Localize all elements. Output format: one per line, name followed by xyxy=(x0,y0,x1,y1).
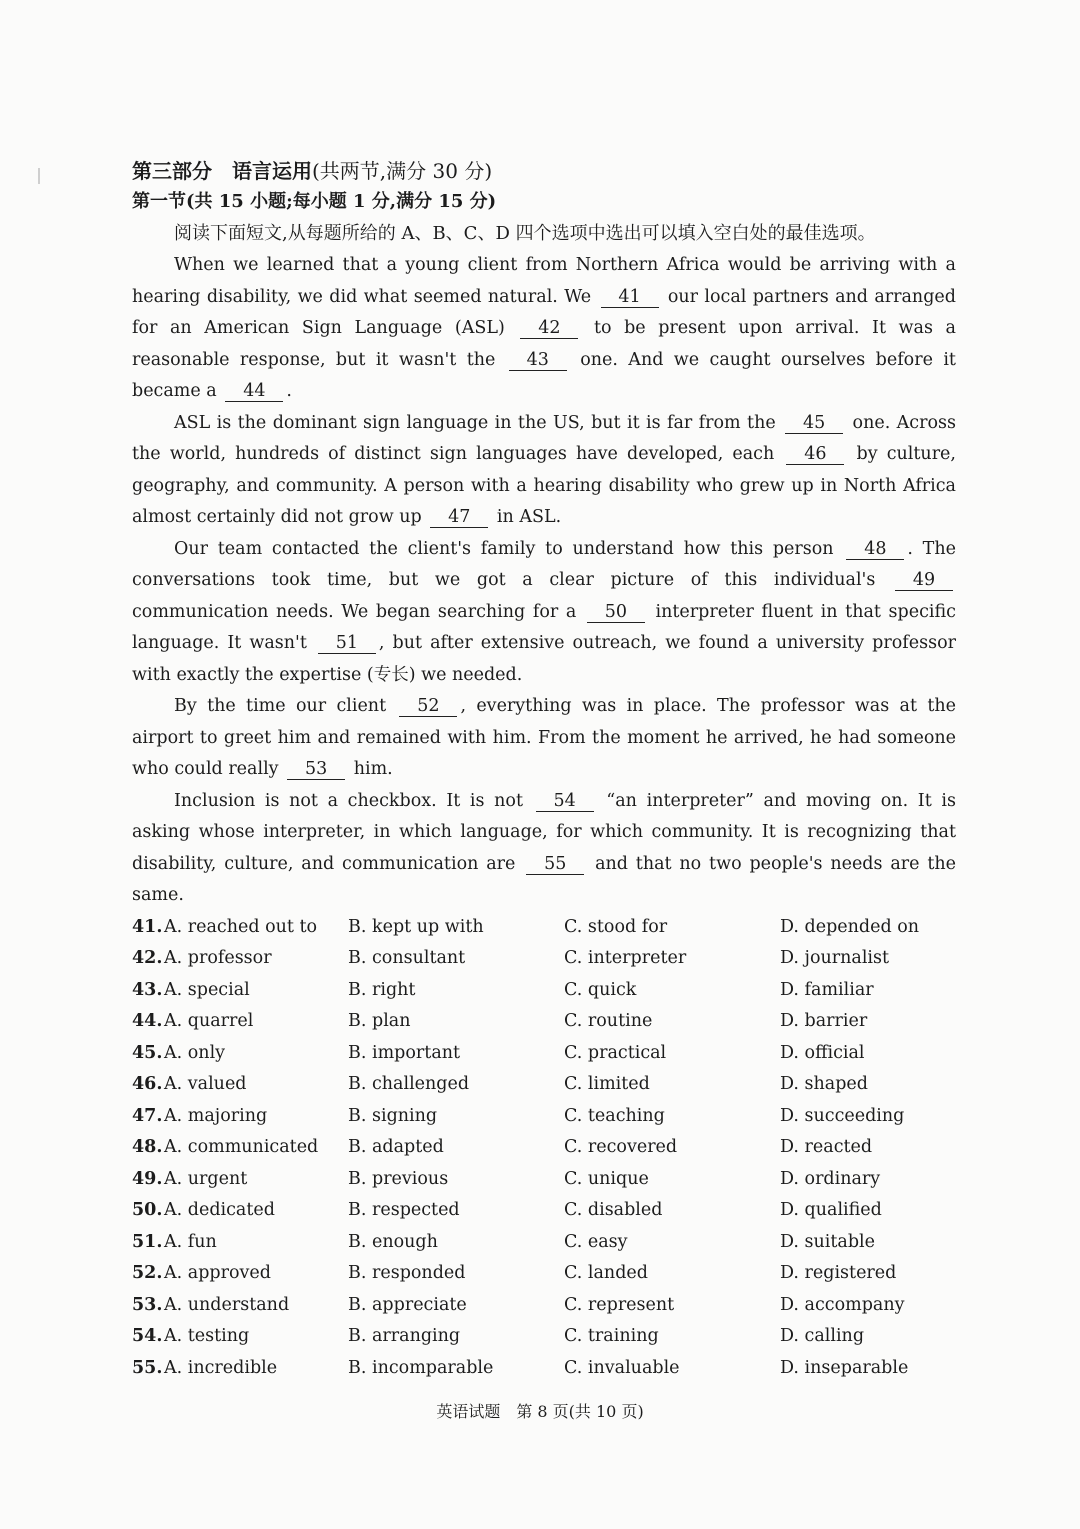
option-a: A. majoring xyxy=(164,1105,268,1126)
option-a: A. fun xyxy=(164,1231,217,1252)
option-c: C. practical xyxy=(564,1042,667,1063)
option-row-45 xyxy=(132,1038,956,1070)
option-a: A. reached out to xyxy=(164,916,318,937)
passage-text: in ASL. xyxy=(496,507,562,527)
option-a: A. quarrel xyxy=(164,1011,254,1031)
option-b: B. challenged xyxy=(348,1074,470,1094)
option-a: A. understand xyxy=(164,1294,290,1315)
blank-49: 49 xyxy=(895,571,953,591)
blank-53: 53 xyxy=(287,760,345,780)
passage-text: our local partners and arranged for an American Sign Language (ASL) xyxy=(132,286,956,338)
question-number: 53. xyxy=(132,1294,163,1315)
option-b: B. respected xyxy=(348,1200,460,1220)
option-row-52 xyxy=(132,1258,956,1290)
passage-text: interpreter fluent in that specific language. It wasn't xyxy=(132,601,956,653)
option-a: A. testing xyxy=(164,1326,250,1346)
exam-page xyxy=(132,156,956,1384)
passage-text: By the time our client xyxy=(174,696,387,716)
option-c: C. unique xyxy=(564,1168,649,1189)
passage-text: , everything was in place. The professor was at the airport to greet him and remained with him. From the moment he arrived, he had someone who could really xyxy=(132,696,956,779)
subsection-heading: 第一节(共 15 小题;每小题 1 分,满分 15 分) xyxy=(132,191,497,212)
question-number: 55. xyxy=(132,1357,163,1378)
option-c: C. quick xyxy=(564,979,637,1000)
option-d: D. familiar xyxy=(780,979,874,1000)
question-number: 45. xyxy=(132,1042,163,1063)
blank-41: 41 xyxy=(601,288,659,308)
option-d: D. qualified xyxy=(780,1200,882,1220)
question-number: 47. xyxy=(132,1105,163,1126)
question-number: 54. xyxy=(132,1326,163,1346)
option-b: B. kept up with xyxy=(348,916,484,937)
passage-text: Our team contacted the client's family to understand how this person xyxy=(174,538,834,559)
reading-passage xyxy=(132,250,956,912)
option-a: A. special xyxy=(164,979,250,1000)
passage-text: communication needs. We began searching for a xyxy=(132,601,577,622)
option-row-53 xyxy=(132,1290,956,1322)
blank-51: 51 xyxy=(318,634,376,654)
option-d: D. inseparable xyxy=(780,1357,909,1378)
option-c: C. landed xyxy=(564,1263,648,1283)
blank-42: 42 xyxy=(520,319,578,339)
question-number: 41. xyxy=(132,916,163,937)
option-row-44 xyxy=(132,1006,956,1038)
option-row-46 xyxy=(132,1069,956,1101)
option-b: B. right xyxy=(348,979,416,1000)
option-a: A. professor xyxy=(164,948,272,968)
option-row-54 xyxy=(132,1321,956,1353)
option-d: D. journalist xyxy=(780,948,890,968)
option-d: D. shaped xyxy=(780,1074,868,1094)
option-c: C. limited xyxy=(564,1074,650,1094)
option-row-50 xyxy=(132,1195,956,1227)
option-row-42 xyxy=(132,943,956,975)
question-number: 48. xyxy=(132,1137,163,1157)
option-d: D. depended on xyxy=(780,916,920,937)
answer-options xyxy=(132,912,956,1385)
option-a: A. incredible xyxy=(164,1357,278,1378)
paragraph-2 xyxy=(132,408,956,534)
blank-43: 43 xyxy=(509,351,567,371)
question-number: 51. xyxy=(132,1231,163,1252)
option-a: A. valued xyxy=(164,1074,247,1094)
question-number: 43. xyxy=(132,979,163,1000)
question-number: 42. xyxy=(132,948,163,968)
option-d: D. suitable xyxy=(780,1231,876,1252)
blank-52: 52 xyxy=(399,697,457,717)
passage-text: and that no two people's needs are the same. xyxy=(132,853,956,905)
passage-text: “an interpreter” and moving on. It is asking whose interpreter, in which language, for which community. It is recognizing that disability, culture, and communication are xyxy=(132,790,956,874)
option-row-48 xyxy=(132,1132,956,1164)
option-c: C. easy xyxy=(564,1231,628,1252)
paragraph-5 xyxy=(132,786,956,912)
instruction-text: 阅读下面短文,从每题所给的 A、B、C、D 四个选项中选出可以填入空白处的最佳选项。 xyxy=(174,223,876,244)
option-b: B. appreciate xyxy=(348,1294,467,1315)
option-d: D. calling xyxy=(780,1326,865,1346)
passage-text: by culture, geography, and community. A person with a hearing disability who grew up in North Africa almost certainly did not grow up xyxy=(132,444,956,527)
option-c: C. represent xyxy=(564,1294,675,1315)
option-b: B. arranging xyxy=(348,1326,461,1346)
option-a: A. approved xyxy=(164,1263,271,1283)
paragraph-1 xyxy=(132,250,956,408)
question-number: 50. xyxy=(132,1200,163,1220)
question-number: 52. xyxy=(132,1263,163,1283)
passage-text: one. And we caught ourselves before it became a xyxy=(132,349,956,401)
option-d: D. accompany xyxy=(780,1294,905,1315)
option-c: C. teaching xyxy=(564,1105,665,1126)
passage-text: him. xyxy=(353,759,393,779)
blank-47: 47 xyxy=(430,508,488,528)
option-row-51 xyxy=(132,1227,956,1259)
section-title: 第三部分 语言运用 xyxy=(132,159,312,183)
option-c: C. stood for xyxy=(564,916,668,937)
passage-text: When we learned that a young client from Northern Africa would be arriving with a hearing disability, we did what seemed natural. We xyxy=(132,255,956,307)
blank-46: 46 xyxy=(786,445,844,465)
question-number: 49. xyxy=(132,1168,163,1189)
option-c: C. recovered xyxy=(564,1137,678,1157)
option-c: C. routine xyxy=(564,1011,653,1031)
question-number: 44. xyxy=(132,1011,163,1031)
option-c: C. interpreter xyxy=(564,948,687,968)
option-d: D. official xyxy=(780,1042,865,1063)
passage-text: one. Across the world, hundreds of distinct sign languages have developed, each xyxy=(132,412,956,464)
scan-edge-mark xyxy=(38,168,40,184)
blank-50: 50 xyxy=(587,603,645,623)
option-c: C. invaluable xyxy=(564,1357,680,1378)
option-row-49 xyxy=(132,1164,956,1196)
paragraph-3 xyxy=(132,534,956,692)
option-a: A. dedicated xyxy=(164,1200,275,1220)
option-b: B. enough xyxy=(348,1231,438,1252)
option-b: B. plan xyxy=(348,1011,411,1031)
blank-55: 55 xyxy=(526,855,584,875)
option-c: C. disabled xyxy=(564,1200,663,1220)
passage-text: . The conversations took time, but we got a clear picture of this individual's xyxy=(132,538,956,590)
option-row-43 xyxy=(132,975,956,1007)
passage-text: . xyxy=(286,381,292,401)
option-c: C. training xyxy=(564,1326,659,1346)
page-footer: 英语试题 第 8 页(共 10 页) xyxy=(436,1402,644,1421)
blank-48: 48 xyxy=(846,540,904,560)
option-d: D. barrier xyxy=(780,1011,868,1031)
option-a: A. only xyxy=(164,1042,226,1063)
paragraph-4 xyxy=(132,691,956,786)
option-a: A. communicated xyxy=(164,1137,319,1157)
option-b: B. responded xyxy=(348,1263,466,1283)
passage-text: Inclusion is not a checkbox. It is not xyxy=(174,790,523,811)
section-heading xyxy=(132,156,956,186)
option-d: D. ordinary xyxy=(780,1168,881,1189)
option-d: D. registered xyxy=(780,1263,897,1283)
option-b: B. previous xyxy=(348,1168,449,1189)
option-b: B. incomparable xyxy=(348,1357,494,1378)
option-b: B. important xyxy=(348,1042,461,1063)
blank-44: 44 xyxy=(225,382,283,402)
passage-text: , but after extensive outreach, we found a university professor with exactly the expertise (专长) we needed. xyxy=(132,633,956,685)
option-a: A. urgent xyxy=(164,1168,248,1189)
option-b: B. consultant xyxy=(348,948,466,968)
option-row-41 xyxy=(132,912,956,944)
option-d: D. succeeding xyxy=(780,1105,905,1126)
blank-45: 45 xyxy=(785,414,843,434)
blank-54: 54 xyxy=(536,792,594,812)
question-number: 46. xyxy=(132,1074,163,1094)
passage-text: to be present upon arrival. It was a reasonable response, but it wasn't the xyxy=(132,318,956,370)
passage-text: ASL is the dominant sign language in the US, but it is far from the xyxy=(174,412,776,433)
option-b: B. signing xyxy=(348,1105,438,1126)
option-b: B. adapted xyxy=(348,1137,444,1157)
option-row-55 xyxy=(132,1353,956,1385)
option-d: D. reacted xyxy=(780,1137,873,1157)
section-note: (共两节,满分 30 分) xyxy=(312,159,493,183)
option-row-47 xyxy=(132,1101,956,1133)
